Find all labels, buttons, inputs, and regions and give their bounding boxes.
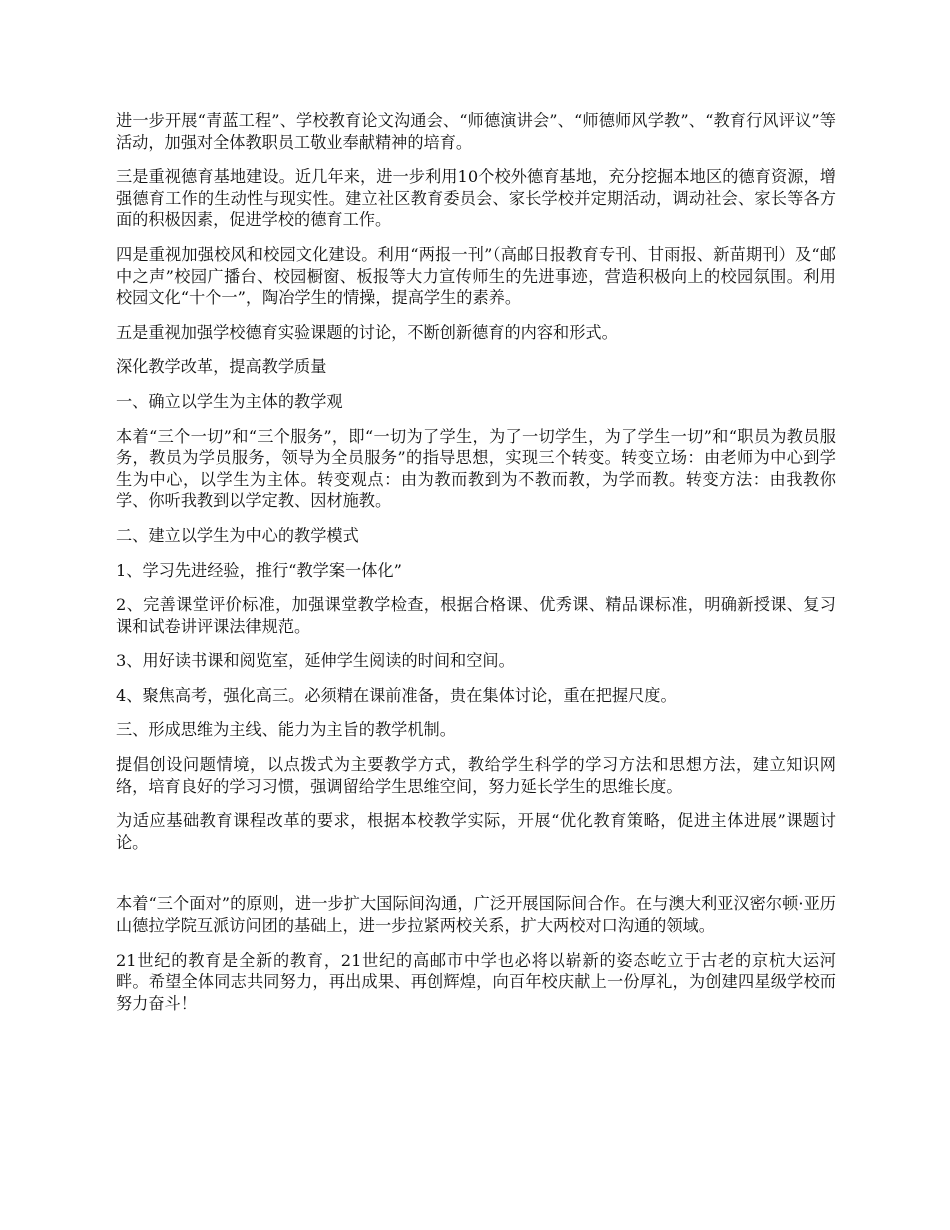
paragraph-curriculum-reform: 为适应基础教育课程改革的要求，根据本校教学实际，开展“优化教育策略，促进主体进展”课题讨论。 [116, 811, 836, 852]
paragraph-moral-research: 五是重视加强学校德育实验课题的讨论，不断创新德育的内容和形式。 [116, 322, 618, 342]
paragraph-teacher-ethics-activities: 进一步开展“青蓝工程”、学校教育论文沟通会、“师德演讲会”、“师德师风学教”、“教育行风评议”等活动，加强对全体教职员工敬业奉献精神的培育。 [116, 111, 836, 152]
document-body [116, 110, 836, 1027]
section-heading-teaching-reform: 深化教学改革，提高教学质量 [116, 357, 327, 377]
list-item-3: 3、用好读书课和阅览室，延伸学生阅读的时间和空间。 [116, 651, 515, 671]
list-item-4: 4、聚焦高考，强化高三。必须精在课前准备，贵在集体讨论，重在把握尺度。 [116, 685, 677, 705]
paragraph-conclusion: 21世纪的教育是全新的教育，21世纪的高邮市中学也必将以崭新的姿态屹立于古老的京杭大运河畔。希望全体同志共同努力，再出成果、再创辉煌，向百年校庆献上一份厚礼，为创建四星级学校而努力奋斗！ [116, 950, 836, 1013]
paragraph-problem-situations: 提倡创设问题情境，以点拨式为主要教学方式，教给学生科学的学习方法和思想方法，建立知识网络，培育良好的学习习惯，强调留给学生思维空间，努力延长学生的思维长度。 [116, 755, 836, 796]
list-item-1: 1、学习先进经验，推行“教学案一体化” [116, 560, 402, 580]
paragraph-campus-culture: 四是重视加强校风和校园文化建设。利用“两报一刊”（高邮日报教育专刊、甘雨报、新苗期刊）及“邮中之声”校园广播台、校园橱窗、板报等大力宣传师生的先进事迹，营造积极向上的校园氛围。利用校园文化“十个一”，陶冶学生的情操，提高学生的素养。 [116, 244, 836, 308]
paragraph-moral-education-base: 三是重视德育基地建设。近几年来，进一步利用10个校外德育基地，充分挖掘本地区的德育资源，增强德育工作的生动性与现实性。建立社区教育委员会、家长学校并定期活动，调动社会、家长等各方面的积极因素，促进学校的德育工作。 [116, 167, 836, 230]
paragraph-international-exchange: 本着“三个面对”的原则，进一步扩大国际间沟通，广泛开展国际间合作。在与澳大利亚汉密尔顿·亚历山德拉学院互派访问团的基础上，进一步拉紧两校关系，扩大两校对口沟通的领域。 [116, 894, 836, 936]
list-item-2: 2、完善课堂评价标准，加强课堂教学检查，根据合格课、优秀课、精品课标准，明确新授课、复习课和试卷讲评课法律规范。 [116, 595, 836, 636]
paragraph-three-transformations: 本着“三个一切”和“三个服务”，即“一切为了学生，为了一切学生，为了学生一切”和“职员为教员服务，教员为学员服务，领导为全员服务”的指导思想，实现三个转变。转变立场：由老师为中心到学生为中心，以学生为主体。转变观点：由为教而教到为不教而教，为学而教。转变方法：由我教你学、你听我教到以学定教、因材施教。 [116, 426, 836, 511]
subheading-teaching-model: 二、建立以学生为中心的教学模式 [116, 525, 359, 545]
subheading-teaching-mechanism: 三、形成思维为主线、能力为主旨的教学机制。 [116, 720, 456, 740]
subheading-student-centered-view: 一、确立以学生为主体的教学观 [116, 391, 343, 411]
